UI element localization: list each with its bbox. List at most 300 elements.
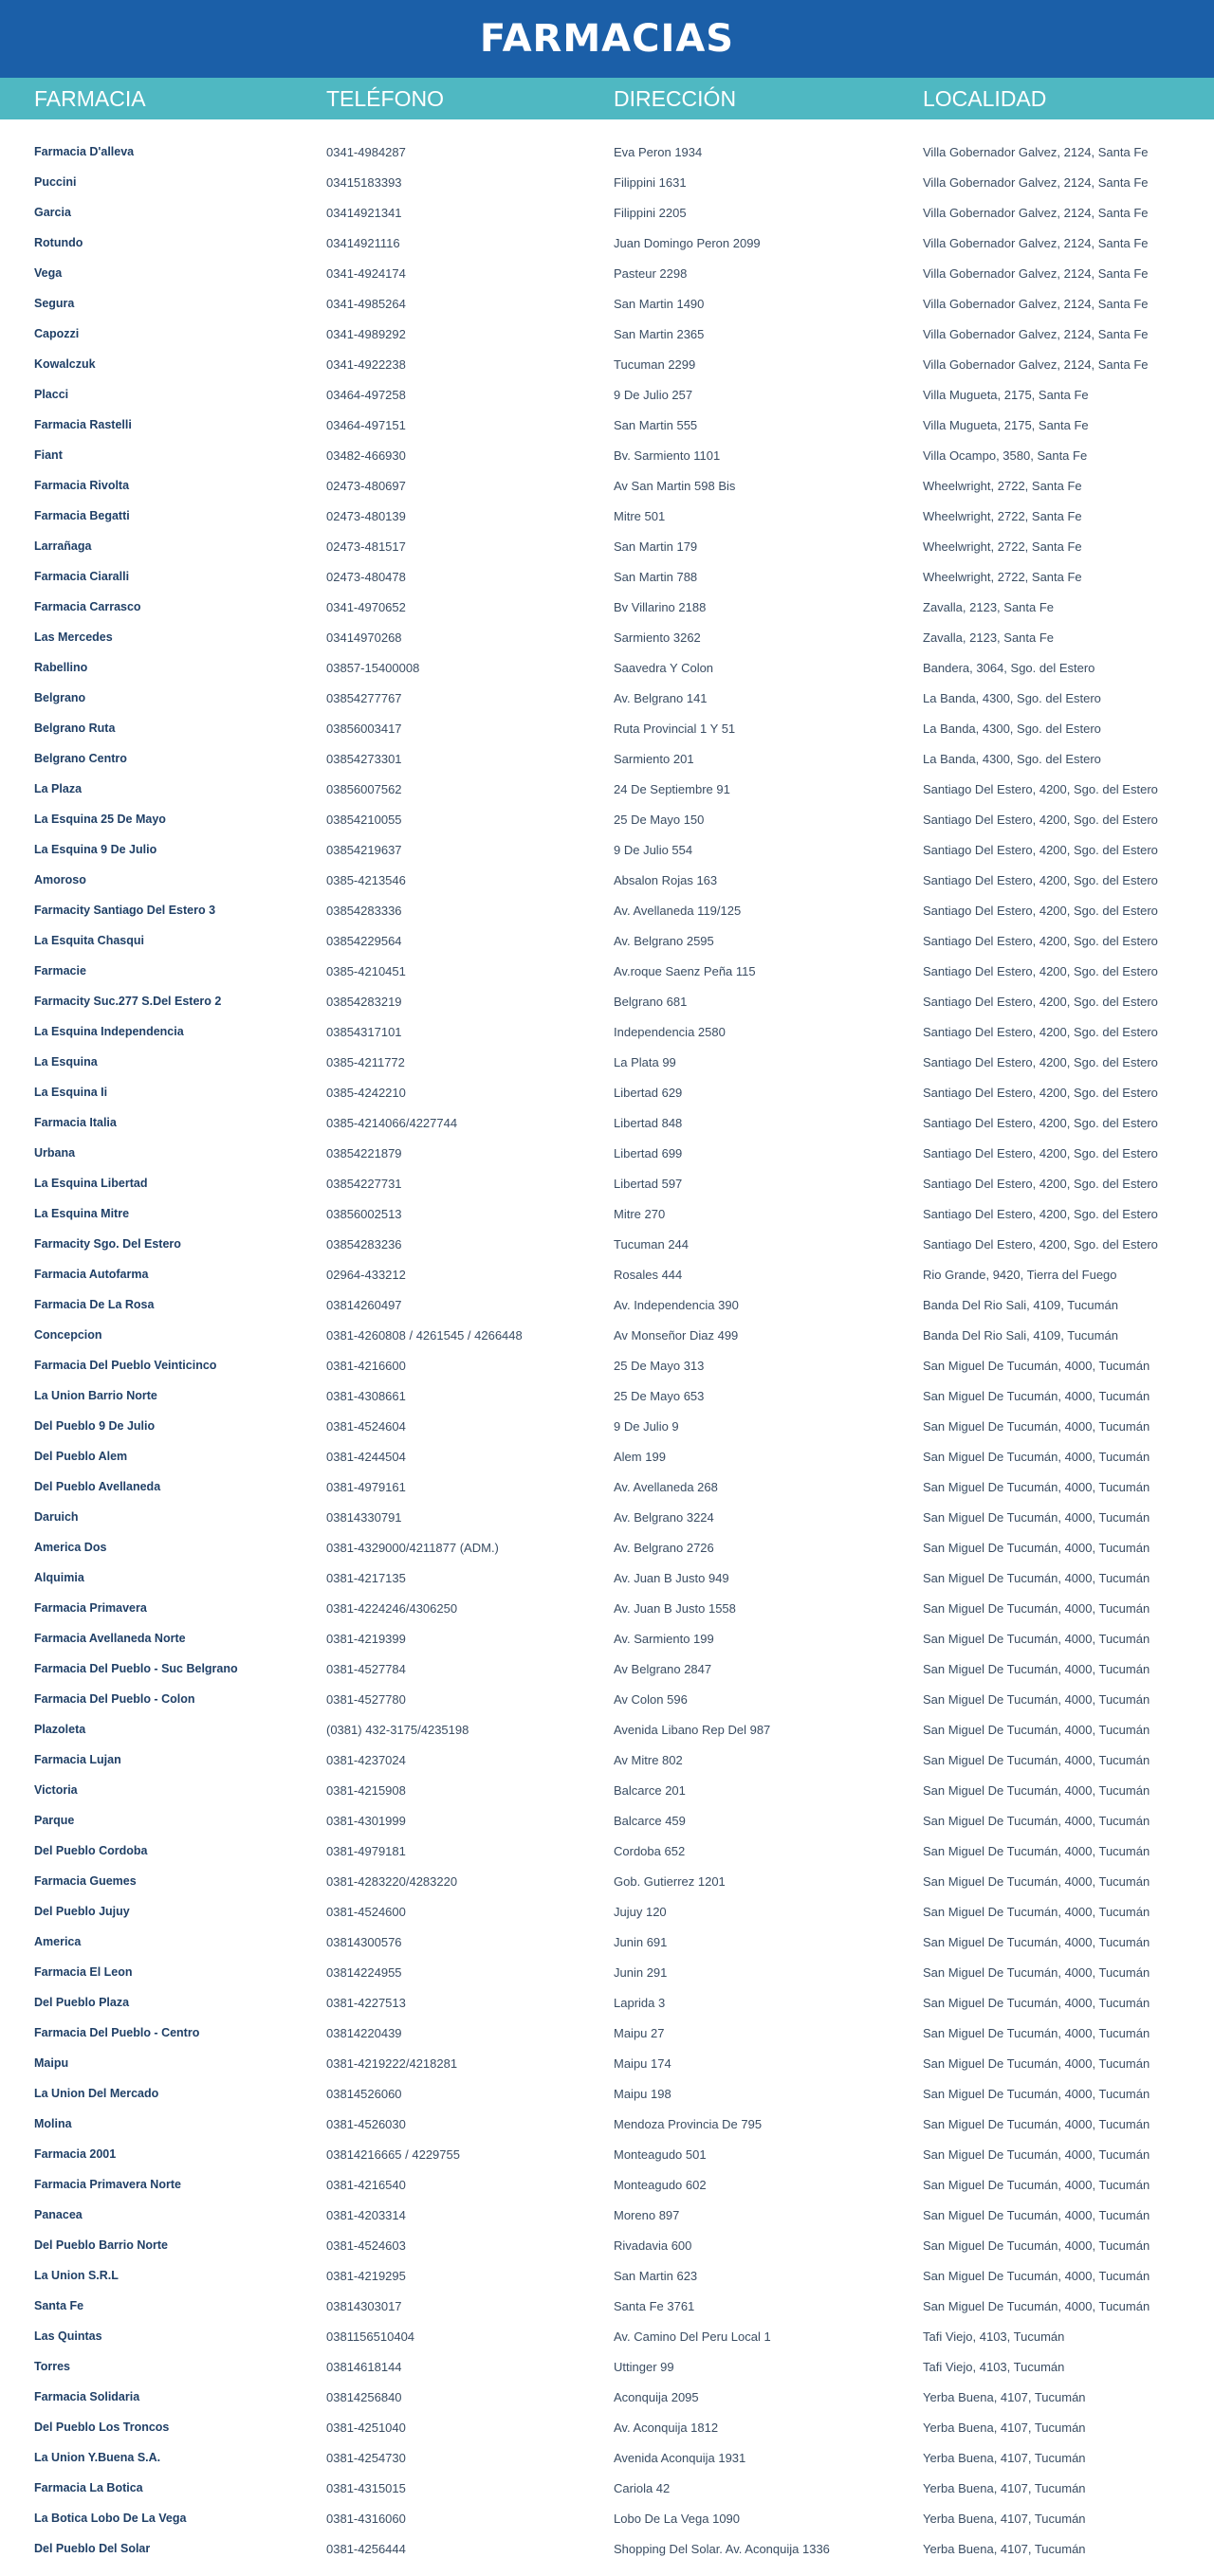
pharmacy-name: Placci (34, 388, 69, 401)
table-row (0, 167, 1214, 197)
locality: San Miguel De Tucumán, 4000, Tucumán (923, 1783, 1150, 1798)
locality: Santiago Del Estero, 4200, Sgo. del Estero (923, 843, 1158, 857)
table-row (0, 1714, 1214, 1745)
phone: 0381-4215908 (326, 1783, 406, 1798)
locality: San Miguel De Tucumán, 4000, Tucumán (923, 1814, 1150, 1828)
phone: 0341-4970652 (326, 600, 406, 614)
address: Jujuy 120 (614, 1905, 667, 1919)
phone: 03464-497151 (326, 418, 406, 432)
address: La Plata 99 (614, 1055, 676, 1069)
address: Monteagudo 602 (614, 2178, 707, 2192)
phone: 0381-4524600 (326, 1905, 406, 1919)
pharmacy-name: Farmacia Solidaria (34, 2390, 140, 2403)
table-row (0, 1562, 1214, 1593)
address: Absalon Rojas 163 (614, 873, 718, 887)
address: Uttinger 99 (614, 2360, 674, 2374)
address: Alem 199 (614, 1450, 666, 1464)
table-row (0, 2291, 1214, 2321)
pharmacy-table (0, 119, 1214, 2564)
pharmacy-name: Farmacia Ciaralli (34, 570, 130, 583)
pharmacy-name: Farmacia Autofarma (34, 1268, 149, 1281)
table-row (0, 804, 1214, 834)
pharmacy-name: La Esquina 25 De Mayo (34, 813, 166, 826)
locality: San Miguel De Tucumán, 4000, Tucumán (923, 2117, 1150, 2131)
address: Santa Fe 3761 (614, 2299, 695, 2313)
table-row (0, 834, 1214, 865)
address: Gob. Gutierrez 1201 (614, 1874, 726, 1889)
address: Av. Juan B Justo 1558 (614, 1601, 736, 1616)
table-row (0, 1289, 1214, 1320)
address: Mitre 270 (614, 1207, 666, 1221)
locality: Villa Gobernador Galvez, 2124, Santa Fe (923, 266, 1149, 281)
locality: La Banda, 4300, Sgo. del Estero (923, 691, 1101, 705)
pharmacy-name: La Union S.R.L (34, 2269, 119, 2282)
pharmacy-name: Farmacia D'alleva (34, 145, 135, 158)
pharmacy-name: Del Pueblo Avellaneda (34, 1480, 161, 1493)
phone: 0381-4227513 (326, 1996, 406, 2010)
address: Balcarce 459 (614, 1814, 686, 1828)
locality: San Miguel De Tucumán, 4000, Tucumán (923, 1480, 1150, 1494)
phone: 02473-481517 (326, 539, 406, 554)
table-row (0, 2260, 1214, 2291)
locality: Santiago Del Estero, 4200, Sgo. del Estero (923, 1146, 1158, 1160)
address: Ruta Provincial 1 Y 51 (614, 722, 736, 736)
table-row (0, 319, 1214, 349)
pharmacy-name: Farmacia Primavera (34, 1601, 147, 1615)
pharmacy-name: La Esquita Chasqui (34, 934, 144, 947)
locality: San Miguel De Tucumán, 4000, Tucumán (923, 2087, 1150, 2101)
locality: Villa Gobernador Galvez, 2124, Santa Fe (923, 145, 1149, 159)
phone: 0381-4219399 (326, 1632, 406, 1646)
locality: La Banda, 4300, Sgo. del Estero (923, 722, 1101, 736)
locality: San Miguel De Tucumán, 4000, Tucumán (923, 1844, 1150, 1858)
address: Tucuman 244 (614, 1237, 690, 1251)
pharmacy-name: Farmacia Del Pueblo - Colon (34, 1692, 195, 1706)
header-farmacia: FARMACIA (34, 85, 146, 111)
table-row (0, 592, 1214, 622)
table-row (0, 1866, 1214, 1896)
table-row (0, 1016, 1214, 1047)
locality: San Miguel De Tucumán, 4000, Tucumán (923, 2026, 1150, 2040)
phone: 03854283336 (326, 904, 402, 918)
address: Av.roque Saenz Peña 115 (614, 964, 756, 978)
address: Av. Belgrano 2726 (614, 1541, 714, 1555)
address: San Martin 623 (614, 2269, 698, 2283)
pharmacy-name: Belgrano Ruta (34, 722, 116, 735)
table-row (0, 925, 1214, 956)
address: Av Colon 596 (614, 1692, 688, 1707)
phone: 0385-4210451 (326, 964, 406, 978)
table-row (0, 197, 1214, 228)
pharmacy-name: Farmacia Carrasco (34, 600, 141, 613)
phone: 0381-4979181 (326, 1844, 406, 1858)
address: Maipu 27 (614, 2026, 665, 2040)
locality: Villa Ocampo, 3580, Santa Fe (923, 448, 1088, 463)
locality: Villa Gobernador Galvez, 2124, Santa Fe (923, 357, 1149, 372)
locality: Santiago Del Estero, 4200, Sgo. del Estero (923, 1207, 1158, 1221)
locality: Santiago Del Estero, 4200, Sgo. del Estero (923, 904, 1158, 918)
phone: 03814618144 (326, 2360, 402, 2374)
locality: San Miguel De Tucumán, 4000, Tucumán (923, 1753, 1150, 1767)
address: Av. Sarmiento 199 (614, 1632, 714, 1646)
phone: 03814300576 (326, 1935, 402, 1949)
address: 25 De Mayo 150 (614, 813, 705, 827)
pharmacy-name: Del Pueblo Cordoba (34, 1844, 148, 1857)
table-row (0, 258, 1214, 288)
phone: 03854283219 (326, 995, 402, 1009)
table-row (0, 713, 1214, 743)
pharmacy-name: Santa Fe (34, 2299, 84, 2312)
address: Libertad 699 (614, 1146, 683, 1160)
pharmacy-name: La Esquina Mitre (34, 1207, 130, 1220)
phone: 03414921341 (326, 206, 402, 220)
header-direccion: DIRECCIÓN (614, 85, 737, 111)
address: 9 De Julio 554 (614, 843, 693, 857)
address: San Martin 179 (614, 539, 698, 554)
phone: 03414921116 (326, 236, 400, 250)
table-row (0, 2139, 1214, 2169)
pharmacy-name: Fiant (34, 448, 63, 462)
pharmacy-name: America Dos (34, 1541, 107, 1554)
phone: 0341-4984287 (326, 145, 406, 159)
phone: 03814216665 / 4229755 (326, 2147, 460, 2162)
locality: Zavalla, 2123, Santa Fe (923, 600, 1055, 614)
address: Av. Avellaneda 268 (614, 1480, 718, 1494)
locality: Wheelwright, 2722, Santa Fe (923, 509, 1082, 523)
pharmacy-name: Molina (34, 2117, 72, 2130)
table-row (0, 2018, 1214, 2048)
table-row (0, 2533, 1214, 2564)
pharmacy-name: Amoroso (34, 873, 86, 886)
phone: 0381-4524604 (326, 1419, 406, 1434)
phone: 0341-4922238 (326, 357, 406, 372)
locality: San Miguel De Tucumán, 4000, Tucumán (923, 1692, 1150, 1707)
phone: 0381-4219222/4218281 (326, 2056, 458, 2071)
pharmacy-name: La Botica Lobo De La Vega (34, 2512, 187, 2525)
address: Av Belgrano 2847 (614, 1662, 712, 1676)
table-row (0, 1259, 1214, 1289)
phone: (0381) 432-3175/4235198 (326, 1723, 469, 1737)
table-row (0, 137, 1214, 167)
phone: 0381-4219295 (326, 2269, 406, 2283)
phone: 0381-4260808 / 4261545 / 4266448 (326, 1328, 523, 1343)
table-row (0, 1684, 1214, 1714)
address: Av. Independencia 390 (614, 1298, 739, 1312)
pharmacy-name: La Esquina 9 De Julio (34, 843, 157, 856)
address: Filippini 1631 (614, 175, 687, 190)
locality: San Miguel De Tucumán, 4000, Tucumán (923, 1389, 1150, 1403)
table-row (0, 1107, 1214, 1138)
table-row (0, 1957, 1214, 1987)
locality: Villa Gobernador Galvez, 2124, Santa Fe (923, 206, 1149, 220)
pharmacy-name: Farmacia Guemes (34, 1874, 137, 1888)
pharmacy-name: Urbana (34, 1146, 76, 1160)
address: Saavedra Y Colon (614, 661, 714, 675)
table-row (0, 2078, 1214, 2109)
locality: San Miguel De Tucumán, 4000, Tucumán (923, 2056, 1150, 2071)
phone: 0381-4316060 (326, 2512, 406, 2526)
pharmacy-name: Las Quintas (34, 2329, 102, 2343)
address: San Martin 788 (614, 570, 698, 584)
locality: San Miguel De Tucumán, 4000, Tucumán (923, 1632, 1150, 1646)
phone: 0381-4527784 (326, 1662, 406, 1676)
phone: 03414970268 (326, 630, 402, 645)
table-row (0, 1805, 1214, 1836)
table-row (0, 1745, 1214, 1775)
phone: 02964-433212 (326, 1268, 406, 1282)
table-row (0, 440, 1214, 470)
pharmacy-name: La Esquina (34, 1055, 98, 1069)
address: Bv Villarino 2188 (614, 600, 707, 614)
pharmacy-name: La Esquina Independencia (34, 1025, 184, 1038)
address: Av Mitre 802 (614, 1753, 683, 1767)
locality: San Miguel De Tucumán, 4000, Tucumán (923, 1965, 1150, 1980)
table-row (0, 410, 1214, 440)
address: Sarmiento 3262 (614, 630, 701, 645)
address: San Martin 1490 (614, 297, 705, 311)
pharmacy-name: Daruich (34, 1510, 79, 1524)
locality: Santiago Del Estero, 4200, Sgo. del Estero (923, 1025, 1158, 1039)
address: Av. Camino Del Peru Local 1 (614, 2329, 771, 2344)
pharmacy-name: Farmacia Italia (34, 1116, 117, 1129)
address: 24 De Septiembre 91 (614, 782, 730, 796)
phone: 03854229564 (326, 934, 402, 948)
table-row (0, 1320, 1214, 1350)
address: 9 De Julio 9 (614, 1419, 679, 1434)
table-row (0, 1168, 1214, 1198)
phone: 03854219637 (326, 843, 402, 857)
table-row (0, 1653, 1214, 1684)
table-row (0, 1775, 1214, 1805)
address: Shopping Del Solar. Av. Aconquija 1336 (614, 2542, 830, 2556)
address: Junin 291 (614, 1965, 668, 1980)
locality: Yerba Buena, 4107, Tucumán (923, 2512, 1086, 2526)
table-row (0, 2442, 1214, 2473)
address: Av. Belgrano 2595 (614, 934, 714, 948)
pharmacy-name: Del Pueblo Plaza (34, 1996, 130, 2009)
table-row (0, 2109, 1214, 2139)
table-row (0, 895, 1214, 925)
table-row (0, 2048, 1214, 2078)
pharmacy-name: Farmacia Del Pueblo - Suc Belgrano (34, 1662, 238, 1675)
pharmacy-name: Alquimia (34, 1571, 84, 1584)
phone: 03854317101 (326, 1025, 402, 1039)
table-row (0, 1532, 1214, 1562)
address: Maipu 174 (614, 2056, 671, 2071)
phone: 02473-480478 (326, 570, 406, 584)
table-row (0, 986, 1214, 1016)
address: Libertad 629 (614, 1086, 683, 1100)
locality: Tafi Viejo, 4103, Tucumán (923, 2360, 1065, 2374)
phone: 03854227731 (326, 1177, 402, 1191)
pharmacy-name: Farmacia Primavera Norte (34, 2178, 181, 2191)
table-row (0, 1350, 1214, 1380)
table-row (0, 2382, 1214, 2412)
locality: San Miguel De Tucumán, 4000, Tucumán (923, 2238, 1150, 2253)
locality: Villa Gobernador Galvez, 2124, Santa Fe (923, 175, 1149, 190)
address: Maipu 198 (614, 2087, 671, 2101)
phone: 03415183393 (326, 175, 402, 190)
table-row (0, 1896, 1214, 1927)
phone: 03854210055 (326, 813, 402, 827)
pharmacy-name: La Union Barrio Norte (34, 1389, 157, 1402)
table-row (0, 470, 1214, 501)
locality: San Miguel De Tucumán, 4000, Tucumán (923, 1935, 1150, 1949)
pharmacy-name: Farmacity Suc.277 S.Del Estero 2 (34, 995, 222, 1008)
pharmacy-name: Larrañaga (34, 539, 92, 553)
phone: 0381-4256444 (326, 2542, 406, 2556)
table-row (0, 501, 1214, 531)
pharmacy-name: Farmacity Sgo. Del Estero (34, 1237, 181, 1251)
address: 25 De Mayo 653 (614, 1389, 705, 1403)
locality: San Miguel De Tucumán, 4000, Tucumán (923, 1359, 1150, 1373)
locality: Villa Gobernador Galvez, 2124, Santa Fe (923, 236, 1149, 250)
locality: Villa Mugueta, 2175, Santa Fe (923, 418, 1089, 432)
address: Belgrano 681 (614, 995, 688, 1009)
phone: 0381-4254730 (326, 2451, 406, 2465)
address: Mitre 501 (614, 509, 666, 523)
table-row (0, 1836, 1214, 1866)
phone: 03814303017 (326, 2299, 402, 2313)
locality: Santiago Del Estero, 4200, Sgo. del Estero (923, 1086, 1158, 1100)
phone: 03814260497 (326, 1298, 402, 1312)
pharmacy-name: Del Pueblo Los Troncos (34, 2421, 170, 2434)
pharmacy-name: Farmacia La Botica (34, 2481, 143, 2494)
locality: Santiago Del Estero, 4200, Sgo. del Estero (923, 934, 1158, 948)
pharmacy-name: Farmacia 2001 (34, 2147, 117, 2161)
phone: 0381-4329000/4211877 (ADM.) (326, 1541, 499, 1555)
pharmacy-name: Farmacia Avellaneda Norte (34, 1632, 186, 1645)
locality: Santiago Del Estero, 4200, Sgo. del Estero (923, 995, 1158, 1009)
table-row (0, 1077, 1214, 1107)
table-row (0, 288, 1214, 319)
table-row (0, 743, 1214, 774)
phone: 0381-4524603 (326, 2238, 406, 2253)
address: Lobo De La Vega 1090 (614, 2512, 741, 2526)
locality: Banda Del Rio Sali, 4109, Tucumán (923, 1298, 1118, 1312)
locality: San Miguel De Tucumán, 4000, Tucumán (923, 1571, 1150, 1585)
header-telefono: TELÉFONO (326, 85, 444, 111)
locality: Banda Del Rio Sali, 4109, Tucumán (923, 1328, 1118, 1343)
phone: 03464-497258 (326, 388, 406, 402)
locality: San Miguel De Tucumán, 4000, Tucumán (923, 1662, 1150, 1676)
pharmacy-name: Torres (34, 2360, 70, 2373)
table-row (0, 2473, 1214, 2503)
locality: San Miguel De Tucumán, 4000, Tucumán (923, 1419, 1150, 1434)
phone: 0381-4315015 (326, 2481, 406, 2495)
phone: 03854273301 (326, 752, 402, 766)
table-row (0, 1623, 1214, 1653)
locality: Santiago Del Estero, 4200, Sgo. del Estero (923, 1055, 1158, 1069)
address: Avenida Libano Rep Del 987 (614, 1723, 771, 1737)
pharmacy-name: Del Pueblo 9 De Julio (34, 1419, 156, 1433)
locality: San Miguel De Tucumán, 4000, Tucumán (923, 1601, 1150, 1616)
address: Mendoza Provincia De 795 (614, 2117, 763, 2131)
pharmacy-name: Del Pueblo Jujuy (34, 1905, 130, 1918)
table-row (0, 349, 1214, 379)
address: Rivadavia 600 (614, 2238, 692, 2253)
pharmacy-name: La Esquina Libertad (34, 1177, 148, 1190)
locality: San Miguel De Tucumán, 4000, Tucumán (923, 2269, 1150, 2283)
locality: San Miguel De Tucumán, 4000, Tucumán (923, 1510, 1150, 1525)
pharmacy-name: Farmacia El Leon (34, 1965, 133, 1979)
address: Cordoba 652 (614, 1844, 686, 1858)
phone: 0381-4527780 (326, 1692, 406, 1707)
locality: San Miguel De Tucumán, 4000, Tucumán (923, 2147, 1150, 2162)
address: 9 De Julio 257 (614, 388, 693, 402)
address: Av. Avellaneda 119/125 (614, 904, 742, 918)
pharmacy-name: Las Mercedes (34, 630, 113, 644)
pharmacy-name: Kowalczuk (34, 357, 96, 371)
locality: Wheelwright, 2722, Santa Fe (923, 539, 1082, 554)
pharmacy-name: Farmacia De La Rosa (34, 1298, 155, 1311)
pharmacy-name: La Esquina Ii (34, 1086, 108, 1099)
pharmacy-name: La Union Y.Buena S.A. (34, 2451, 161, 2464)
pharmacy-name: Rotundo (34, 236, 83, 249)
pharmacy-name: Panacea (34, 2208, 83, 2221)
phone: 0385-4214066/4227744 (326, 1116, 458, 1130)
address: Sarmiento 201 (614, 752, 694, 766)
locality: Santiago Del Estero, 4200, Sgo. del Estero (923, 1237, 1158, 1251)
address: Juan Domingo Peron 2099 (614, 236, 761, 250)
phone: 03814256840 (326, 2390, 402, 2404)
table-row (0, 1411, 1214, 1441)
phone: 0381-4526030 (326, 2117, 406, 2131)
locality: Yerba Buena, 4107, Tucumán (923, 2390, 1086, 2404)
table-row (0, 683, 1214, 713)
locality: Bandera, 3064, Sgo. del Estero (923, 661, 1095, 675)
pharmacy-name: Del Pueblo Barrio Norte (34, 2238, 168, 2252)
table-row (0, 1441, 1214, 1471)
table-row (0, 531, 1214, 561)
pharmacy-name: Farmacia Begatti (34, 509, 130, 522)
pharmacy-name: Segura (34, 297, 75, 310)
title-bar (0, 0, 1214, 78)
pharmacy-name: Farmacia Lujan (34, 1753, 121, 1766)
locality: Villa Mugueta, 2175, Santa Fe (923, 388, 1089, 402)
table-row (0, 561, 1214, 592)
pharmacy-name: Maipu (34, 2056, 69, 2070)
pharmacy-name: Del Pueblo Del Solar (34, 2542, 151, 2555)
pharmacy-name: Farmacia Rivolta (34, 479, 130, 492)
address: Av. Belgrano 3224 (614, 1510, 714, 1525)
locality: San Miguel De Tucumán, 4000, Tucumán (923, 1905, 1150, 1919)
table-row (0, 1987, 1214, 2018)
table-row (0, 2321, 1214, 2351)
table-row (0, 2200, 1214, 2230)
locality: San Miguel De Tucumán, 4000, Tucumán (923, 2208, 1150, 2222)
phone: 02473-480139 (326, 509, 406, 523)
address: Laprida 3 (614, 1996, 666, 2010)
phone: 0385-4211772 (326, 1055, 405, 1069)
address: Av San Martin 598 Bis (614, 479, 736, 493)
address: Av. Belgrano 141 (614, 691, 708, 705)
phone: 0381156510404 (326, 2329, 415, 2344)
locality: Villa Gobernador Galvez, 2124, Santa Fe (923, 327, 1149, 341)
table-row (0, 1229, 1214, 1259)
phone: 02473-480697 (326, 479, 406, 493)
address: Av Monseñor Diaz 499 (614, 1328, 739, 1343)
locality: Villa Gobernador Galvez, 2124, Santa Fe (923, 297, 1149, 311)
table-row (0, 774, 1214, 804)
table-row (0, 1593, 1214, 1623)
pharmacy-name: Victoria (34, 1783, 78, 1797)
locality: Santiago Del Estero, 4200, Sgo. del Estero (923, 1116, 1158, 1130)
address: Bv. Sarmiento 1101 (614, 448, 721, 463)
pharmacy-name: Rabellino (34, 661, 88, 674)
header-localidad: LOCALIDAD (923, 85, 1047, 111)
phone: 03856003417 (326, 722, 402, 736)
